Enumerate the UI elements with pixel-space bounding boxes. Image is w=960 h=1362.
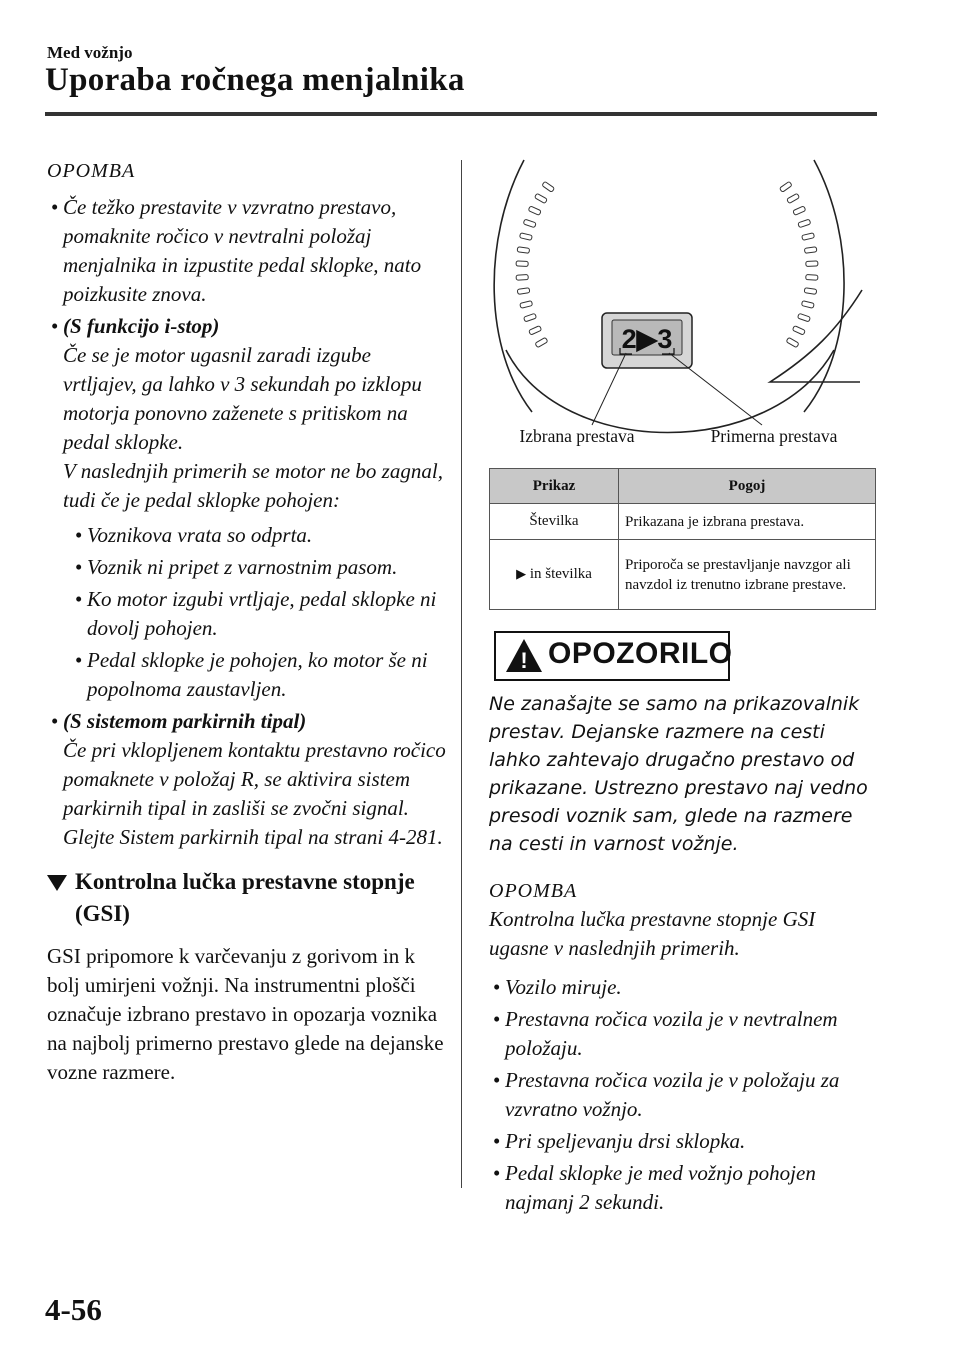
table-row (490, 504, 876, 540)
gauge-tick (534, 193, 547, 203)
bullet-text: Če težko prestavite v vzvratno prestavo, pomaknite ročico v nevtralni položaj menjalnika in izpustite pedal sklopke, nato poizkusite znova. (63, 195, 422, 306)
gauge-tick (804, 288, 817, 295)
section-label: Med vožnjo (47, 43, 133, 62)
gauge-tick (802, 233, 815, 241)
bullet-text: V naslednjih primerih se motor ne bo zagnal, tudi če je pedal sklopke pohojen: (63, 459, 443, 512)
gauge-tick (542, 181, 555, 192)
table-cell-text: in številka (529, 566, 592, 582)
tick-marks-right (779, 181, 818, 347)
note-heading: OPOMBA (489, 880, 578, 902)
section-heading-text: Kontrolna lučka prestavne stopnje (GSI) (75, 869, 415, 926)
gauge-tick (523, 219, 536, 228)
section-heading (47, 866, 447, 930)
tick-marks-left (516, 181, 555, 347)
bullet-dot: • (75, 648, 83, 672)
sub-bullet (71, 646, 447, 704)
gauge-tick (779, 181, 792, 192)
gauge-tick (798, 219, 811, 228)
sub-bullet (71, 585, 447, 643)
note-heading: OPOMBA (47, 160, 136, 182)
page-title: Uporaba ročnega menjalnika (45, 62, 465, 98)
bullet-dot: • (75, 523, 83, 547)
note-intro: Kontrolna lučka prestavne stopnje GSI ugasne v naslednjih primerih. (489, 907, 816, 960)
warning-triangle-icon (504, 637, 544, 675)
gauge-tick (529, 326, 542, 336)
bullet-dot: • (493, 1161, 501, 1185)
gauge-tick (806, 261, 818, 267)
sub-bullet-text: Voznik ni pripet z varnostnim pasom. (87, 555, 398, 579)
table-cell (490, 540, 619, 610)
warning-label: OPOZORILO (548, 637, 733, 670)
note-bullet (47, 707, 447, 852)
gauge-tick (517, 288, 530, 295)
table-cell: Prikazana je izbrana prestava. (619, 504, 876, 540)
bullet-dot: • (493, 1129, 501, 1153)
gauge-tick (786, 337, 799, 347)
label-recommended-gear: Primerna prestava (710, 426, 838, 446)
sub-bullet-text: Voznikova vrata so odprta. (87, 523, 313, 547)
warning-exclamation: ! (520, 648, 528, 673)
sub-bullet-list (71, 521, 447, 704)
gauge-tick (519, 233, 532, 241)
sub-bullet-text: Pedal sklopke je pohojen, ko motor še ni popolnoma zaustavljen. (87, 648, 428, 701)
note-bullet (489, 1005, 879, 1063)
note-bullet (489, 1159, 879, 1217)
table-row (490, 540, 876, 610)
bullet-text: Če se je motor ugasnil zaradi izgube vrtljajev, ga lahko v 3 sekundah po izklopu motorja ponovno zaženete s pritiskom na pedal sklopke. (63, 343, 422, 454)
gauge-tick (787, 193, 800, 203)
gauge-tick (535, 337, 548, 347)
sub-bullet-text: Ko motor izgubi vrtljaje, pedal sklopke ni dovolj pohojen. (87, 587, 437, 640)
bullet-title: (S funkcijo i-stop) (63, 314, 220, 338)
table-header-row (490, 469, 876, 504)
bullet-text: Pri speljevanju drsi sklopka. (505, 1129, 746, 1153)
bullet-text: Če pri vklopljenem kontaktu prestavno ročico pomaknete v položaj R, se aktivira sistem parkirnih tipal in zasliši se zvočni signal. (63, 738, 446, 820)
table-header-cell: Prikaz (490, 469, 619, 504)
gauge-tick (517, 247, 530, 254)
right-note (489, 880, 879, 1220)
bullet-text: Prestavna ročica vozila je v položaju za vzvratno vožnjo. (505, 1068, 840, 1121)
gauge-tick (792, 326, 805, 336)
bullet-dot: • (51, 195, 59, 219)
bullet-dot: • (75, 587, 83, 611)
gauge-tick (797, 313, 810, 322)
triangle-marker-icon (47, 875, 67, 891)
table-cell: Številka (490, 504, 619, 540)
note-bullet (489, 973, 879, 1002)
gsi-table (489, 468, 876, 610)
gauge-tick (516, 275, 528, 281)
table-header-cell: Pogoj (619, 469, 876, 504)
note-bullet (47, 193, 447, 309)
bullet-text: Vozilo miruje. (505, 975, 622, 999)
gauge-tick (524, 313, 537, 322)
bullet-dot: • (51, 709, 59, 733)
table-cell: Priporoča se prestavljanje navzgor ali navzdol iz trenutno izbrane prestave. (619, 540, 876, 610)
note-bullet (47, 312, 447, 515)
note-bullet (489, 1127, 879, 1156)
gauge-tick (806, 275, 818, 281)
bullet-text: Pedal sklopke je med vožnjo pohojen najmanj 2 sekundi. (505, 1161, 816, 1214)
title-rule (45, 112, 877, 116)
warning-header (494, 631, 733, 681)
gauge-tick (528, 206, 541, 215)
gauge-tick (804, 247, 817, 254)
label-selected-gear: Izbrana prestava (519, 426, 635, 446)
bullet-text: Glejte Sistem parkirnih tipal na strani 4-281. (63, 825, 443, 849)
gear-display-text: 2▶3 (621, 324, 673, 354)
bullet-dot: • (493, 975, 501, 999)
gauge-tick (520, 301, 533, 309)
arrow-right-icon: ▶ (516, 566, 527, 581)
gsi-display-illustration (462, 150, 877, 455)
warning-body: Ne zanašajte se samo na prikazovalnik prestav. Dejanske razmere na cesti lahko zahtevajo drugačno prestavo od prikazane. Ustrezno prestavo naj vedno presodi voznik sam, glede na razmere na cesti in varnost vožnje. (489, 693, 868, 855)
sub-bullet (71, 553, 447, 582)
bullet-dot: • (493, 1068, 501, 1092)
bullet-dot: • (493, 1007, 501, 1031)
sub-bullet (71, 521, 447, 550)
gauge-tick (801, 301, 814, 309)
left-column (47, 160, 447, 1087)
gsi-paragraph: GSI pripomore k varčevanju z gorivom in k bolj umirjeni vožnji. Na instrumentni plošči označuje izbrano prestavo in opozarja voznika na najbolj primerno prestavo glede na dejanske vozne razmere. (47, 944, 444, 1084)
bullet-title: (S sistemom parkirnih tipal) (63, 709, 307, 733)
gauge-tick (793, 206, 806, 215)
bullet-dot: • (51, 314, 59, 338)
note-bullet (489, 1066, 879, 1124)
bullet-text: Prestavna ročica vozila je v nevtralnem položaju. (505, 1007, 838, 1060)
gauge-tick (516, 261, 528, 267)
page-number: 4-56 (45, 1292, 102, 1327)
bullet-dot: • (75, 555, 83, 579)
